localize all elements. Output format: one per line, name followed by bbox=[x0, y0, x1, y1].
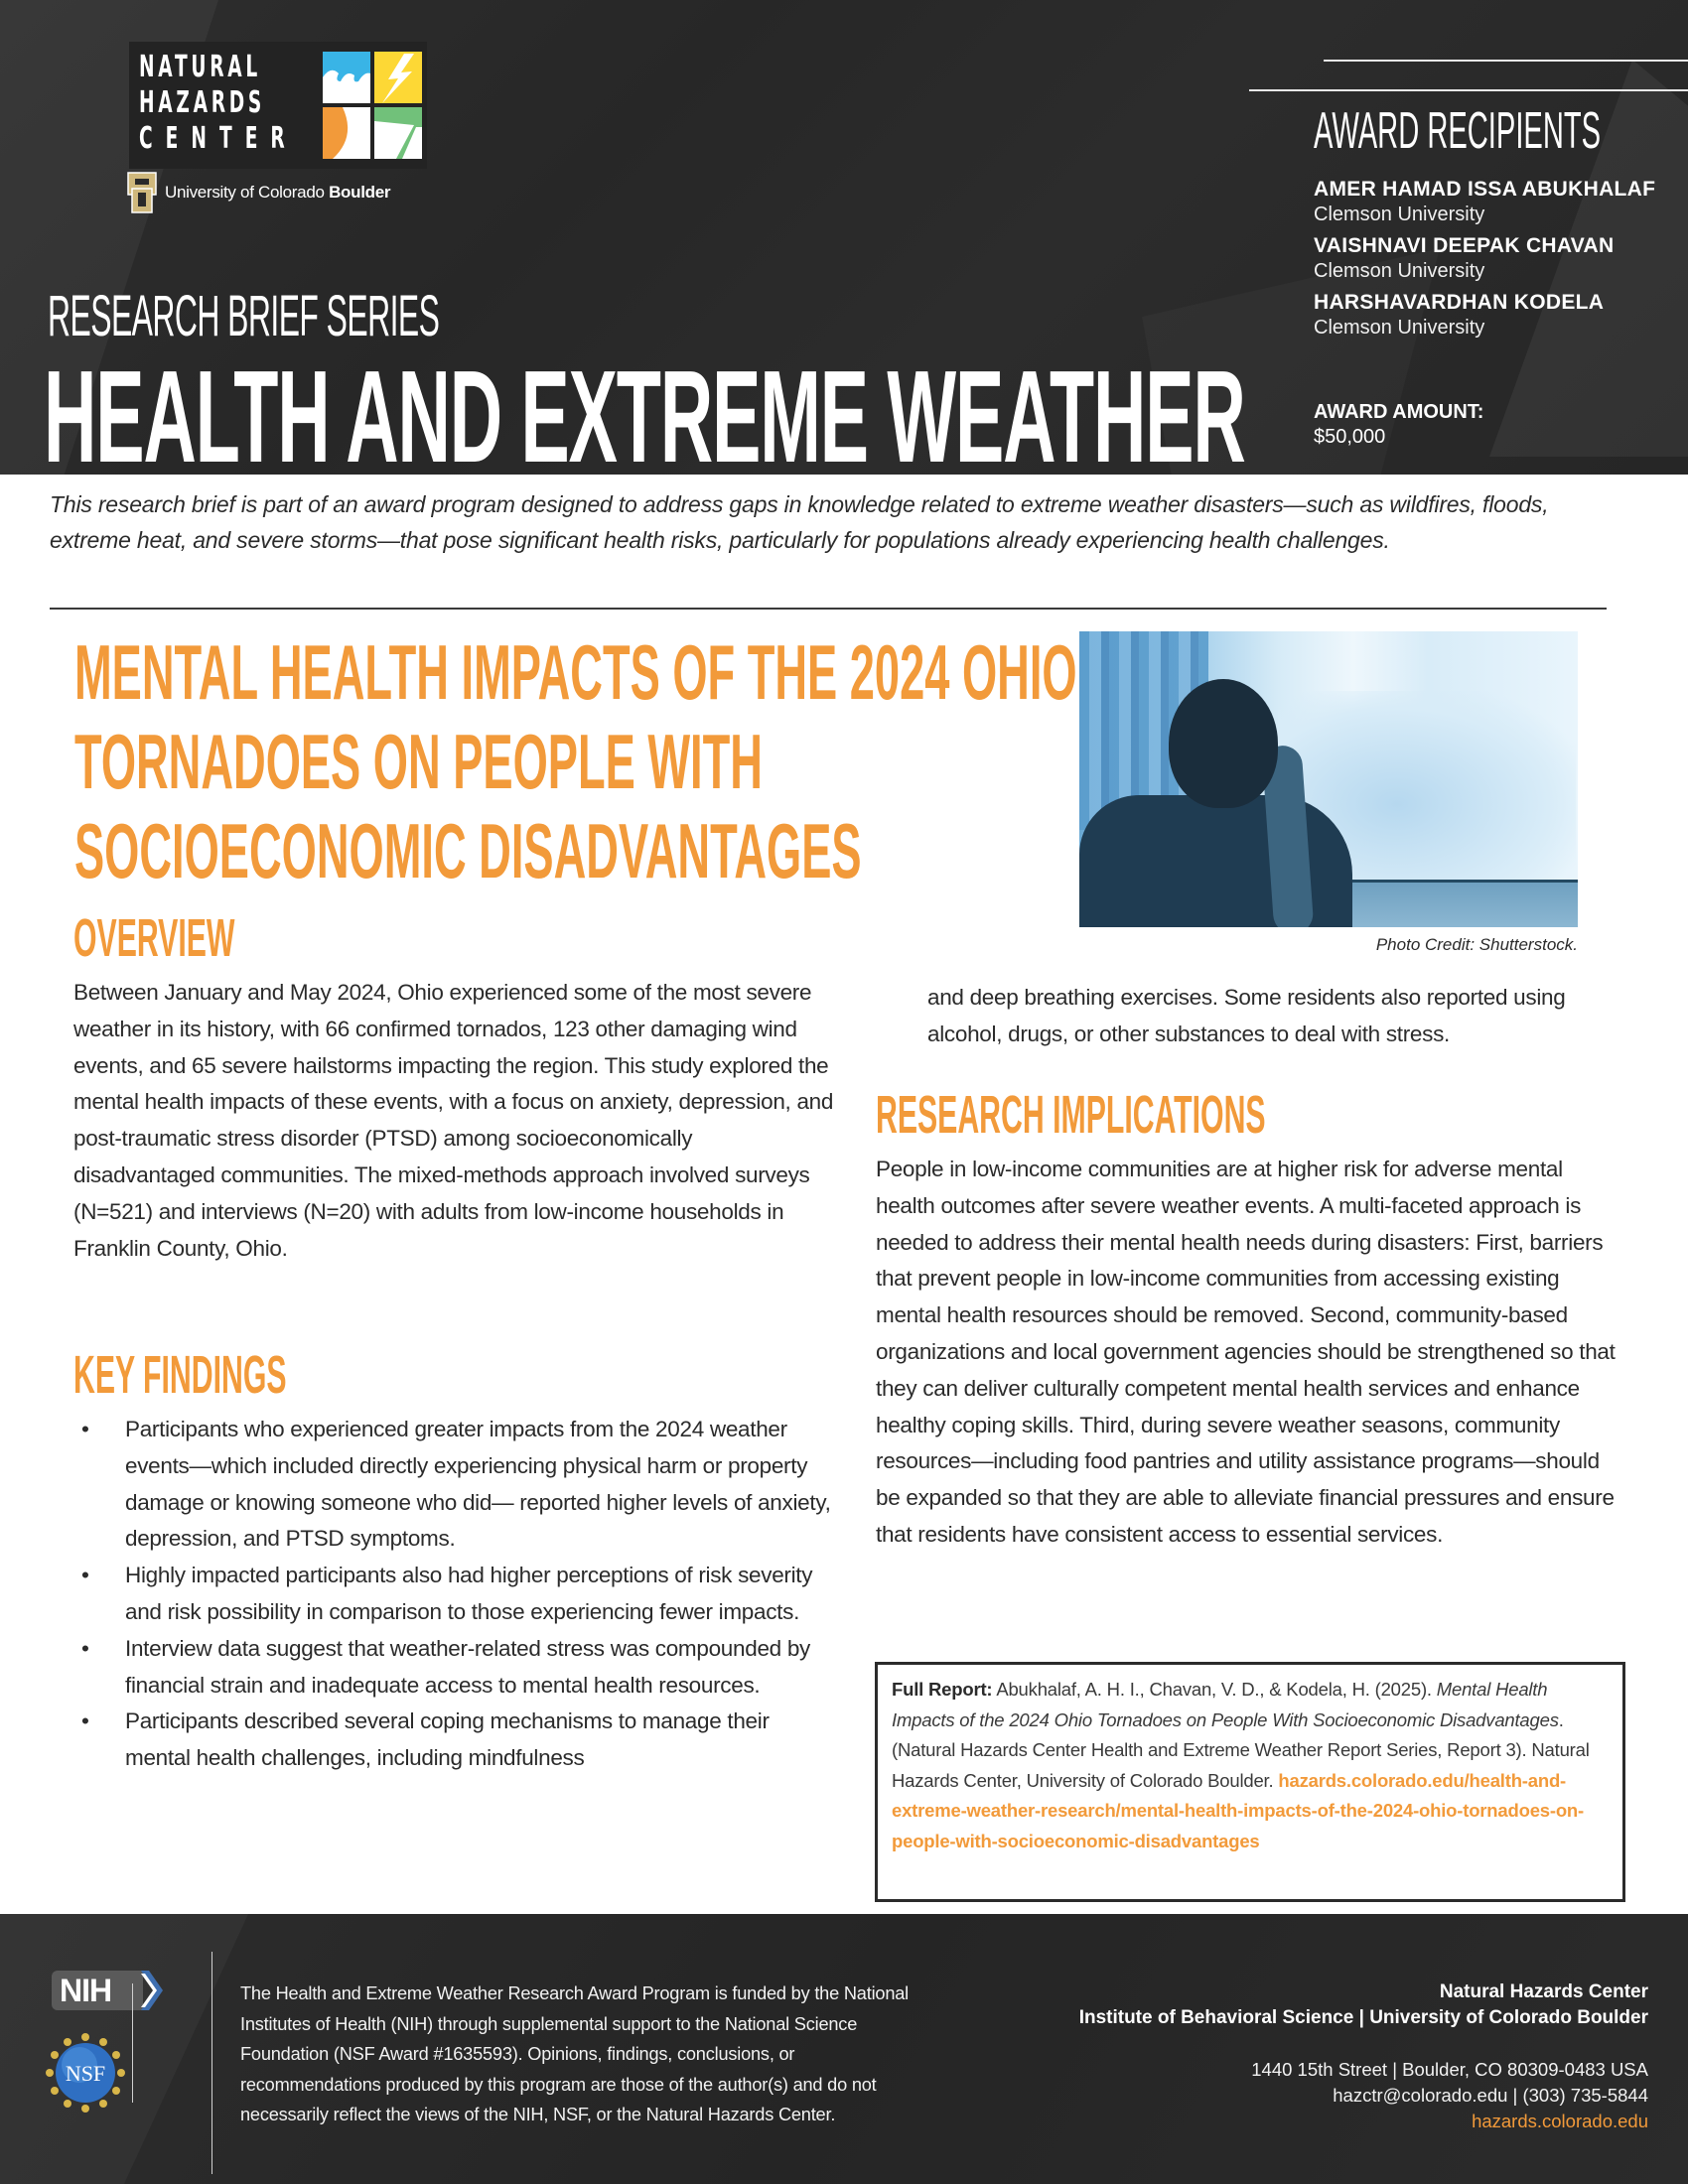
key-findings-list bbox=[73, 1412, 838, 1777]
overview-heading: OVERVIEW bbox=[73, 908, 235, 968]
bullet-icon: • bbox=[81, 1563, 89, 1588]
lightning-icon bbox=[374, 52, 422, 103]
divider bbox=[211, 1952, 212, 2174]
cu-boulder-logo bbox=[127, 171, 390, 214]
nih-label: NIH bbox=[52, 1971, 143, 2010]
page-footer bbox=[0, 1914, 1688, 2184]
list-item bbox=[73, 1412, 838, 1558]
program-intro: This research brief is part of an award program designed to address gaps in knowledge related to extreme weather disasters—such as wildfires, floods, extreme heat, and severe storms—that pose significant health risks, particularly for populations already experiencing health challenges. bbox=[50, 491, 1549, 553]
recipients-list bbox=[1314, 177, 1655, 346]
photo-credit: Photo Credit: Shutterstock. bbox=[1375, 935, 1578, 954]
article-title-line: MENTAL HEALTH IMPACTS OF THE 2024 OHIO bbox=[74, 628, 1077, 716]
series-label: RESEARCH BRIEF SERIES bbox=[48, 284, 440, 348]
photo-person-head bbox=[1169, 679, 1278, 808]
research-implications-heading: RESEARCH IMPLICATIONS bbox=[876, 1085, 1266, 1145]
list-item bbox=[73, 1558, 838, 1631]
recipient-org: Clemson University bbox=[1314, 204, 1485, 225]
recipient-name: VAISHNAVI DEEPAK CHAVAN bbox=[1314, 234, 1615, 257]
citation-authors: Abukhalaf, A. H. I., Chavan, V. D., & Kodela, H. (2025). bbox=[992, 1679, 1437, 1700]
award-amount bbox=[1314, 399, 1483, 449]
recipient-org: Clemson University bbox=[1314, 260, 1485, 282]
funding-statement: The Health and Extreme Weather Research Award Program is funded by the National Institutes of Health (NIH) through supplemental support to the National Science Foundation (NSF Award #1635593). Opinions, findings, conclusions, or recommendations produced by this program are those of the author(s) and do not necessarily reflect the views of the NIH, NSF, or the Natural Hazards Center. bbox=[240, 1983, 909, 2125]
award-amount-value: $50,000 bbox=[1314, 426, 1386, 448]
full-report-label: Full Report: bbox=[892, 1679, 993, 1700]
spacer bbox=[894, 2031, 1648, 2057]
list-item bbox=[73, 1704, 838, 1777]
recipient-name: AMER HAMAD ISSA ABUKHALAF bbox=[1314, 178, 1656, 201]
chevron-right-icon bbox=[141, 1971, 163, 2010]
research-implications-text: People in low-income communities are at higher risk for adverse mental health outcomes after severe weather events. A multi-faceted approach is needed to address their mental health needs during disasters: First, barriers that prevent people in low-income communities from accessing existing mental health resources should be removed. Second, community-based organizations and local government agencies should be strengthened so that they can deliver culturally competent mental health services and enhance healthy coping skills. Third, during severe weather seasons, community resources—including food pantries and utility assistance programs—should be expanded so that they are able to alleviate financial pressures and ensure that residents have consistent access to essential services. bbox=[876, 1157, 1616, 1547]
finding-text: Highly impacted participants also had higher perceptions of risk severity and risk possibility in comparison to those experiencing fewer impacts. bbox=[125, 1563, 813, 1624]
article-title-line: SOCIOECONOMIC DISADVANTAGES bbox=[74, 807, 862, 894]
bullet-icon: • bbox=[81, 1708, 89, 1734]
hazard-tiles-icon bbox=[323, 52, 422, 161]
citation-title: Mental Health Impacts of the 2024 Ohio Tornadoes on People With Socioeconomic Disadvantages bbox=[892, 1679, 1559, 1730]
nsf-label: NSF bbox=[65, 2061, 106, 2086]
org-name: Natural Hazards Center bbox=[1439, 1981, 1648, 2002]
award-recipients-heading: AWARD RECIPIENTS bbox=[1314, 102, 1602, 160]
full-report-link[interactable]: hazards.colorado.edu/health-and-extreme-weather-research/mental-health-impacts-of-the-2024-ohio-tornadoes-on-people-with-socioeconomic-disadvantages bbox=[892, 1769, 1584, 1851]
page-title: HEALTH AND EXTREME WEATHER bbox=[44, 343, 1245, 475]
landslide-icon bbox=[374, 107, 422, 159]
recipient-org: Clemson University bbox=[1314, 317, 1485, 339]
university-campus: Boulder bbox=[329, 183, 391, 202]
finding-text: Interview data suggest that weather-related stress was compounded by financial strain and inadequate access to mental health resources. bbox=[125, 1635, 810, 1698]
divider bbox=[1324, 60, 1688, 62]
award-amount-label: AWARD AMOUNT: bbox=[1314, 401, 1484, 423]
website-link[interactable]: hazards.colorado.edu bbox=[1472, 2111, 1648, 2131]
finding-text: Participants described several coping mechanisms to manage their mental health challenges, including mindfulness bbox=[125, 1708, 770, 1771]
divider bbox=[1249, 89, 1688, 91]
university-prefix: University of Colorado bbox=[165, 183, 325, 202]
logo-line-center: CENTER bbox=[139, 121, 298, 156]
org-affiliation: Institute of Behavioral Science | University of Colorado Boulder bbox=[1078, 2007, 1648, 2028]
org-address: 1440 15th Street | Boulder, CO 80309-0483 USA bbox=[1251, 2059, 1648, 2080]
bullet-icon: • bbox=[81, 1635, 89, 1661]
photo-window-sill bbox=[1318, 880, 1578, 927]
photo-window-frame bbox=[1318, 880, 1578, 883]
list-item bbox=[73, 1631, 838, 1705]
article-title-line: TORNADOES ON PEOPLE WITH bbox=[74, 718, 763, 805]
nsf-logo bbox=[44, 2031, 127, 2115]
recipient bbox=[1314, 290, 1655, 340]
finding-text: Participants who experienced greater impacts from the 2024 weather events—which included directly experiencing physical harm or property damage or knowing someone who did— reported higher levels of anxiety, depression, and PTSD symptoms. bbox=[125, 1417, 831, 1552]
university-name bbox=[165, 183, 390, 203]
recipient bbox=[1314, 233, 1655, 283]
natural-hazards-center-logo bbox=[129, 42, 427, 169]
finding-continuation: and deep breathing exercises. Some residents also reported using alcohol, drugs, or other substances to deal with stress. bbox=[927, 985, 1566, 1046]
cu-monogram-icon bbox=[127, 171, 157, 214]
full-report-citation bbox=[875, 1662, 1625, 1902]
recipient bbox=[1314, 177, 1655, 226]
logo-wordmark bbox=[139, 50, 298, 157]
bullet-icon: • bbox=[81, 1417, 89, 1441]
divider bbox=[50, 608, 1607, 610]
contact-info bbox=[894, 1979, 1648, 2134]
logo-line-natural: NATURAL bbox=[139, 50, 261, 84]
nih-logo bbox=[52, 1971, 161, 2010]
tornado-icon bbox=[323, 107, 370, 159]
article-title bbox=[74, 627, 1077, 895]
citation-details: . (Natural Hazards Center Health and Extreme Weather Report Series, Report 3). Natural Hazards Center, University of Colorado Boulder. bbox=[892, 1708, 1590, 1791]
page-header bbox=[0, 0, 1688, 475]
recipient-name: HARSHAVARDHAN KODELA bbox=[1314, 291, 1605, 314]
wave-icon bbox=[323, 52, 370, 103]
overview-text: Between January and May 2024, Ohio experienced some of the most severe weather in its history, with 66 confirmed tornados, 123 other damaging wind events, and 65 severe hailstorms impacting the region. This study explored the mental health impacts of these events, with a focus on anxiety, depression, and post-traumatic stress disorder (PTSD) among socioeconomically disadvantaged communities. The mixed-methods approach involved surveys (N=521) and interviews (N=20) with adults from low-income households in Franklin County, Ohio. bbox=[73, 980, 834, 1261]
divider bbox=[132, 1983, 133, 2103]
logo-line-hazards: HAZARDS bbox=[139, 85, 266, 120]
key-findings-heading: KEY FINDINGS bbox=[73, 1345, 287, 1405]
person-at-window-photo bbox=[1079, 631, 1578, 927]
org-email-phone: hazctr@colorado.edu | (303) 735-5844 bbox=[1333, 2085, 1648, 2106]
